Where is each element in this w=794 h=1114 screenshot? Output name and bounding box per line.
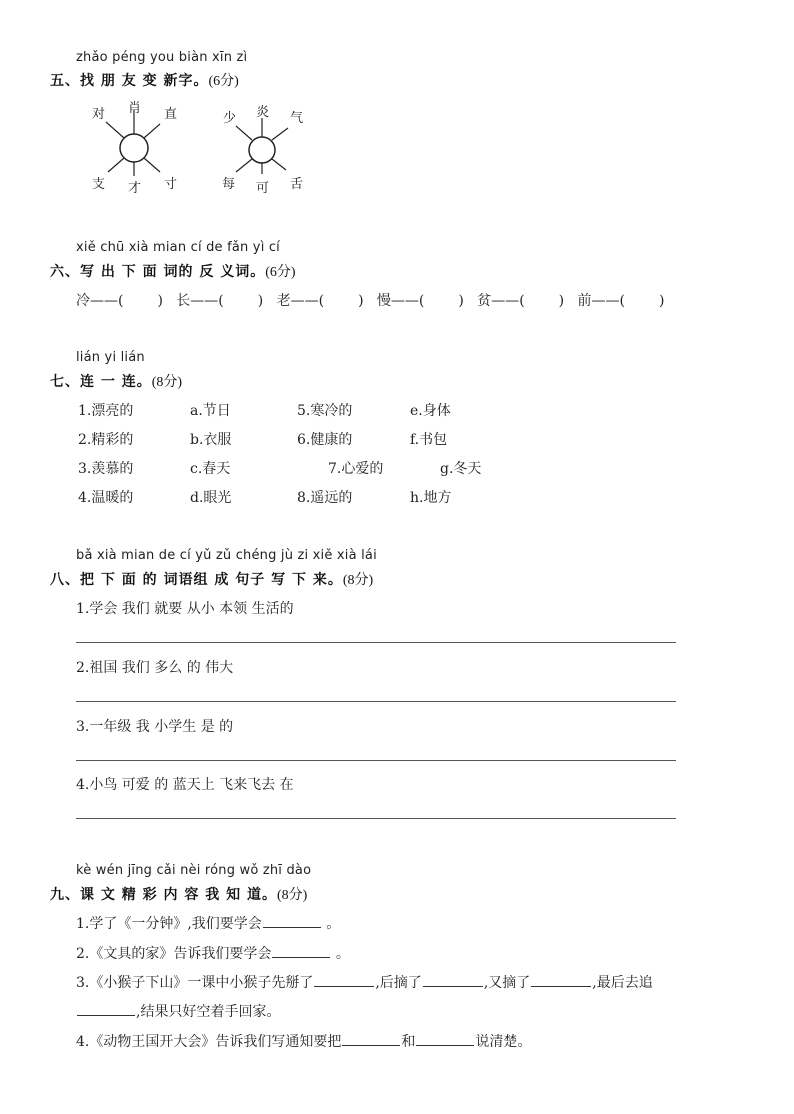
circle2-char-1: 少 [223,111,237,126]
question-text: ,后摘了 [375,975,422,991]
fill-blank[interactable] [416,1033,474,1046]
question-text: 3.《小猴子下山》一课中小猴子先掰了 [76,975,314,991]
match-row-4-option2: h.地方 [410,490,452,506]
fill-question-1 [76,913,340,933]
close-paren: ) [157,293,163,309]
circle2-char-4: 每 [222,177,236,192]
open-paren: ( [118,293,124,309]
antonym-item-2 [176,293,263,309]
section6-points: (6分) [265,265,296,280]
antonym-word: 冷 [76,293,90,309]
circle1-char-4: 支 [92,177,106,192]
close-paren: ) [257,293,264,309]
section8-heading [50,569,373,589]
question-text: 1.学了《一分钟》,我们要学会 [76,916,262,932]
circle1-char-1: 对 [92,107,106,122]
section7-pinyin: lián yi lián [76,350,145,365]
section9-points: (8分) [277,888,308,903]
circle1-char-3: 直 [164,107,178,122]
sentence-item-3: 3.一年级 我 小学生 是 的 [76,719,234,735]
match-row-1-right: 5.寒冷的 [297,403,353,419]
close-paren: ) [658,293,665,309]
antonym-item-5 [477,293,564,309]
match-row-1-left: 1.漂亮的 [78,403,134,419]
answer-line-3[interactable] [76,760,676,761]
section9-heading-text: 九、课 文 精 彩 内 容 我 知 道。 [50,887,277,903]
fill-blank[interactable] [314,974,374,987]
answer-line-4[interactable] [76,818,676,819]
fill-blank[interactable] [272,945,330,958]
circle2-char-2: 炎 [256,105,270,120]
question-text: 和 [401,1034,416,1050]
question-text: ,结果只好空着手回家。 [136,1004,281,1020]
close-paren: ) [358,293,364,309]
antonym-dash: —— [190,293,219,309]
question-text: 4.《动物王国开大会》告诉我们写通知要把 [76,1034,342,1050]
circle2-char-6: 舌 [290,177,304,192]
match-row-4-option: d.眼光 [190,490,232,506]
close-paren: ) [458,293,464,309]
fill-question-3-cont [76,1001,280,1021]
fill-blank[interactable] [77,1003,135,1016]
circle2-char-3: 气 [290,111,304,126]
section5-points: (6分) [208,74,239,89]
section7-heading-text: 七、连 一 连。 [50,374,152,390]
section6-heading-text: 六、写 出 下 面 词的 反 义词。 [50,264,266,280]
antonym-word: 前 [577,293,592,309]
antonym-word: 慢 [376,293,391,309]
antonym-row [76,290,664,310]
fill-blank[interactable] [263,915,321,928]
match-row-4-left: 4.温暖的 [78,490,134,506]
fill-question-4 [76,1031,531,1051]
match-row-3-option2: g.冬天 [440,461,482,477]
open-paren: ( [418,293,425,309]
section9-heading [50,884,307,904]
fill-blank[interactable] [531,974,591,987]
question-text: 2.《文具的家》告诉我们要学会 [76,946,272,962]
match-row-2-right: 6.健康的 [297,432,353,448]
section6-heading [50,261,296,281]
section7-heading [50,371,182,391]
circle1-char-5: 才 [128,181,142,196]
close-paren: ) [558,293,565,309]
open-paren: ( [318,293,325,309]
answer-line-1[interactable] [76,642,676,643]
antonym-word: 贫 [477,293,492,309]
match-row-2-option2: f.书包 [410,432,448,448]
question-text: 。 [335,946,350,962]
center-circle-2 [249,137,275,163]
question-text: ,又摘了 [483,975,531,991]
antonym-word: 长 [176,293,191,309]
antonym-item-1 [76,293,163,309]
antonym-word: 老 [276,293,291,309]
circle1-char-6: 寸 [164,177,178,192]
antonym-dash: —— [491,293,520,309]
answer-line-2[interactable] [76,701,676,702]
section8-heading-text: 八、把 下 面 的 词语组 成 句子 写 下 来。 [50,572,343,588]
fill-blank[interactable] [423,974,483,987]
word-circles-diagram [80,96,320,200]
section5-heading [50,70,239,90]
open-paren: ( [218,293,224,309]
sentence-item-4: 4.小鸟 可爱 的 蓝天上 飞来飞去 在 [76,777,294,793]
antonym-item-4 [377,293,464,309]
circle-group-1 [92,100,177,196]
sentence-item-2: 2.祖国 我们 多么 的 伟大 [76,660,234,676]
antonym-dash: —— [591,293,620,309]
antonym-item-6 [577,293,664,309]
section9-pinyin: kè wén jīng cǎi nèi róng wǒ zhī dào [76,863,312,878]
fill-question-2 [76,943,350,963]
antonym-dash: —— [290,293,319,309]
section8-points: (8分) [342,573,374,588]
match-row-2-left: 2.精彩的 [78,432,134,448]
fill-blank[interactable] [342,1033,400,1046]
match-row-2-option: b.衣服 [190,432,232,448]
antonym-item-3 [277,293,364,309]
open-paren: ( [519,293,525,309]
center-circle-1 [120,134,148,162]
section5-heading-text: 五、找 朋 友 变 新字。 [50,73,209,89]
match-row-3-right: 7.心爱的 [328,461,384,477]
match-row-3-left: 3.羡慕的 [78,461,134,477]
match-row-4-right: 8.遥远的 [297,490,353,506]
circle1-char-2: 肖 [128,101,142,116]
section7-points: (8分) [151,375,183,390]
section6-pinyin: xiě chū xià mian cí de fǎn yì cí [76,240,280,255]
question-text: 。 [326,916,341,932]
question-text: 说清楚。 [475,1034,532,1050]
open-paren: ( [619,293,625,309]
match-row-1-option2: e.身体 [410,403,451,419]
sentence-item-1: 1.学会 我们 就要 从小 本领 生活的 [76,601,294,617]
match-row-3-option: c.春天 [190,461,231,477]
circle-group-2 [222,104,303,196]
antonym-dash: —— [390,293,419,309]
section5-pinyin: zhǎo péng you biàn xīn zì [76,50,248,65]
antonym-dash: —— [90,293,118,309]
question-text: ,最后去追 [592,975,653,991]
match-row-1-option: a.节日 [190,403,231,419]
circle2-char-5: 可 [256,181,270,196]
section8-pinyin: bǎ xià mian de cí yǔ zǔ chéng jù zi xiě xià lái [76,548,377,563]
fill-question-3 [76,972,653,992]
